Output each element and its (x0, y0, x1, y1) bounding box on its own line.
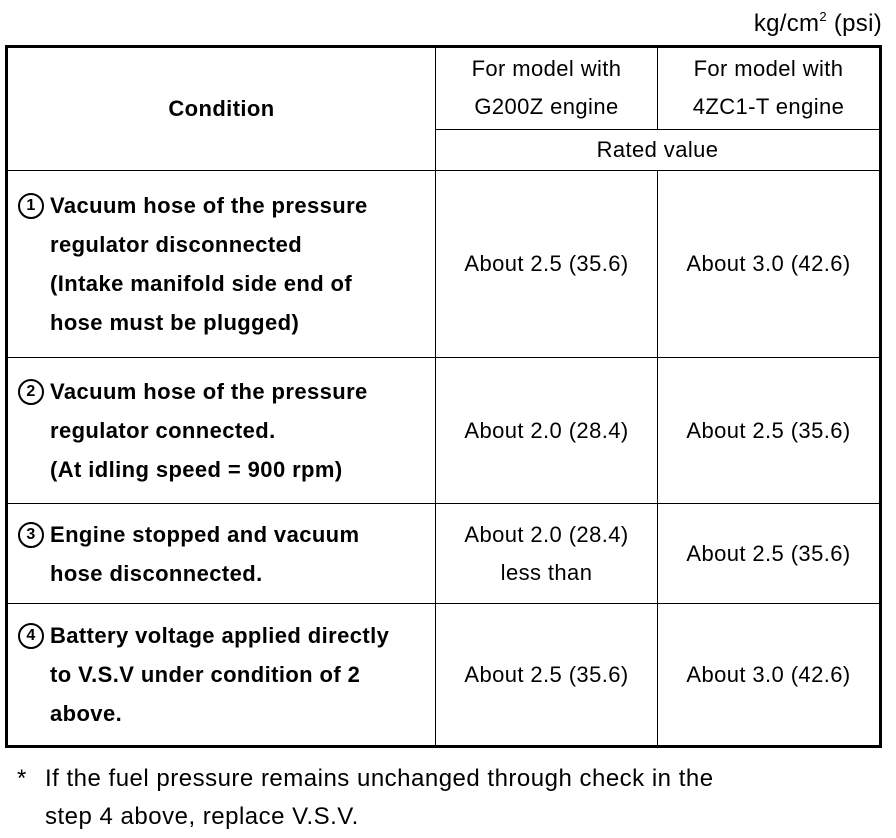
g200z-value: About 2.0 (28.4) (436, 358, 658, 504)
units-suffix: (psi) (826, 10, 882, 37)
units-main: kg/cm (753, 10, 820, 37)
g200z-value (436, 504, 658, 604)
4zc1t-value: About 2.5 (35.6) (658, 358, 881, 504)
fuel-pressure-spec-table (5, 45, 882, 748)
condition-line: (At idling speed = 900 rpm) (50, 457, 343, 482)
g200z-value-main: About 2.0 (28.4) (464, 521, 629, 547)
condition-cell (7, 604, 436, 747)
condition-line: Engine stopped and vacuum (50, 521, 360, 547)
condition-line: hose must be plugged) (50, 310, 300, 335)
table-row (7, 504, 881, 604)
condition-line: to V.S.V under condition of 2 (50, 662, 361, 687)
condition-line: hose disconnected. (50, 560, 263, 586)
condition-line: above. (50, 701, 123, 726)
table-row (7, 358, 881, 504)
footnote-text-2: step 4 above, replace V.S.V. (45, 803, 359, 830)
header-g200z-line2: G200Z engine (474, 94, 619, 120)
condition-line: (Intake manifold side end of (50, 271, 353, 296)
header-row (7, 47, 881, 130)
header-g200z (436, 47, 658, 130)
condition-line: regulator connected. (50, 418, 276, 443)
condition-line: Vacuum hose of the pressure (50, 193, 368, 218)
header-condition: Condition (7, 47, 436, 171)
footnote-line-1 (17, 760, 714, 798)
condition-cell (7, 171, 436, 358)
condition-line: Battery voltage applied directly (50, 623, 390, 648)
units-superscript: 2 (819, 9, 827, 24)
units-label (754, 2, 882, 39)
circled-number: 1 (18, 193, 44, 219)
circled-number: 4 (18, 623, 44, 649)
circled-number: 3 (18, 522, 44, 548)
footnote-asterisk: * (17, 765, 27, 792)
header-4zc1t-line1: For model with (693, 56, 844, 82)
header-g200z-line1: For model with (471, 56, 622, 82)
header-rated-value: Rated value (436, 129, 881, 170)
circled-number: 2 (18, 379, 44, 405)
header-4zc1t (658, 47, 881, 130)
g200z-value: About 2.5 (35.6) (436, 171, 658, 358)
header-4zc1t-line2: 4ZC1-T engine (692, 94, 845, 120)
4zc1t-value: About 2.5 (35.6) (658, 504, 881, 604)
table-row (7, 171, 881, 358)
condition-line: Vacuum hose of the pressure (50, 379, 368, 404)
condition-cell (7, 358, 436, 504)
condition-line: regulator disconnected (50, 232, 303, 257)
table-row (7, 604, 881, 747)
footnote-text-1: If the fuel pressure remains unchanged through check in the (45, 765, 714, 792)
4zc1t-value: About 3.0 (42.6) (658, 171, 881, 358)
condition-cell (7, 504, 436, 604)
g200z-value-qualifier: less than (500, 559, 593, 585)
4zc1t-value: About 3.0 (42.6) (658, 604, 881, 747)
g200z-value: About 2.5 (35.6) (436, 604, 658, 747)
footnote (17, 760, 714, 836)
